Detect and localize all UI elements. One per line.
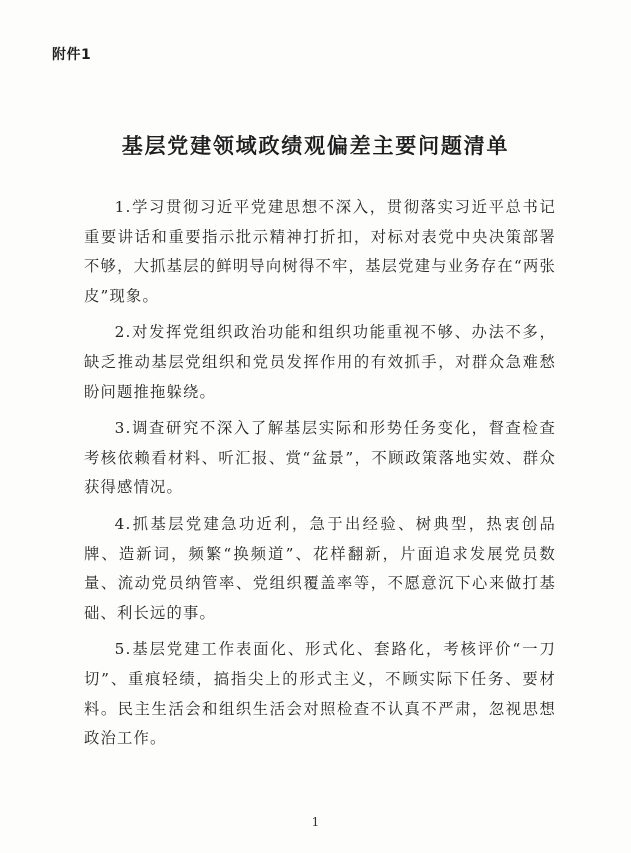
document-body xyxy=(84,193,556,761)
paragraph-4: 4.抓基层党建急功近利，急于出经验、树典型，热衷创品牌、造新词，频繁“换频道”、花样翻新，片面追求发展党员数量、流动党员纳管率、党组织覆盖率等，不愿意沉下心来做打基础、利长远的事。 xyxy=(84,514,556,622)
page-number: 1 xyxy=(311,815,320,829)
paragraph-2: 2.对发挥党组织政治功能和组织功能重视不够、办法不多，缺乏推动基层党组织和党员发挥作用的有效抓手，对群众急难愁盼问题推拖躲绕。 xyxy=(84,323,556,401)
paragraph-5: 5.基层党建工作表面化、形式化、套路化，考核评价“一刀切”、重痕轻绩，搞指尖上的形式主义，不顾实际下任务、要材料。民主生活会和组织生活会对照检查不认真不严肃，忽视思想政治工作。 xyxy=(84,640,556,748)
document-title: 基层党建领域政绩观偏差主要问题清单 xyxy=(121,134,510,158)
paragraph-3: 3.调查研究不深入了解基层实际和形势任务变化，督查检查考核依赖看材料、听汇报、赏“盆景”，不顾政策落地实效、群众获得感情况。 xyxy=(84,419,556,497)
attachment-label: 附件1 xyxy=(52,47,92,63)
paragraph-1: 1.学习贯彻习近平党建思想不深入，贯彻落实习近平总书记重要讲话和重要指示批示精神打折扣，对标对表党中央决策部署不够，大抓基层的鲜明导向树得不牢，基层党建与业务存在“两张皮”现象。 xyxy=(84,198,556,305)
